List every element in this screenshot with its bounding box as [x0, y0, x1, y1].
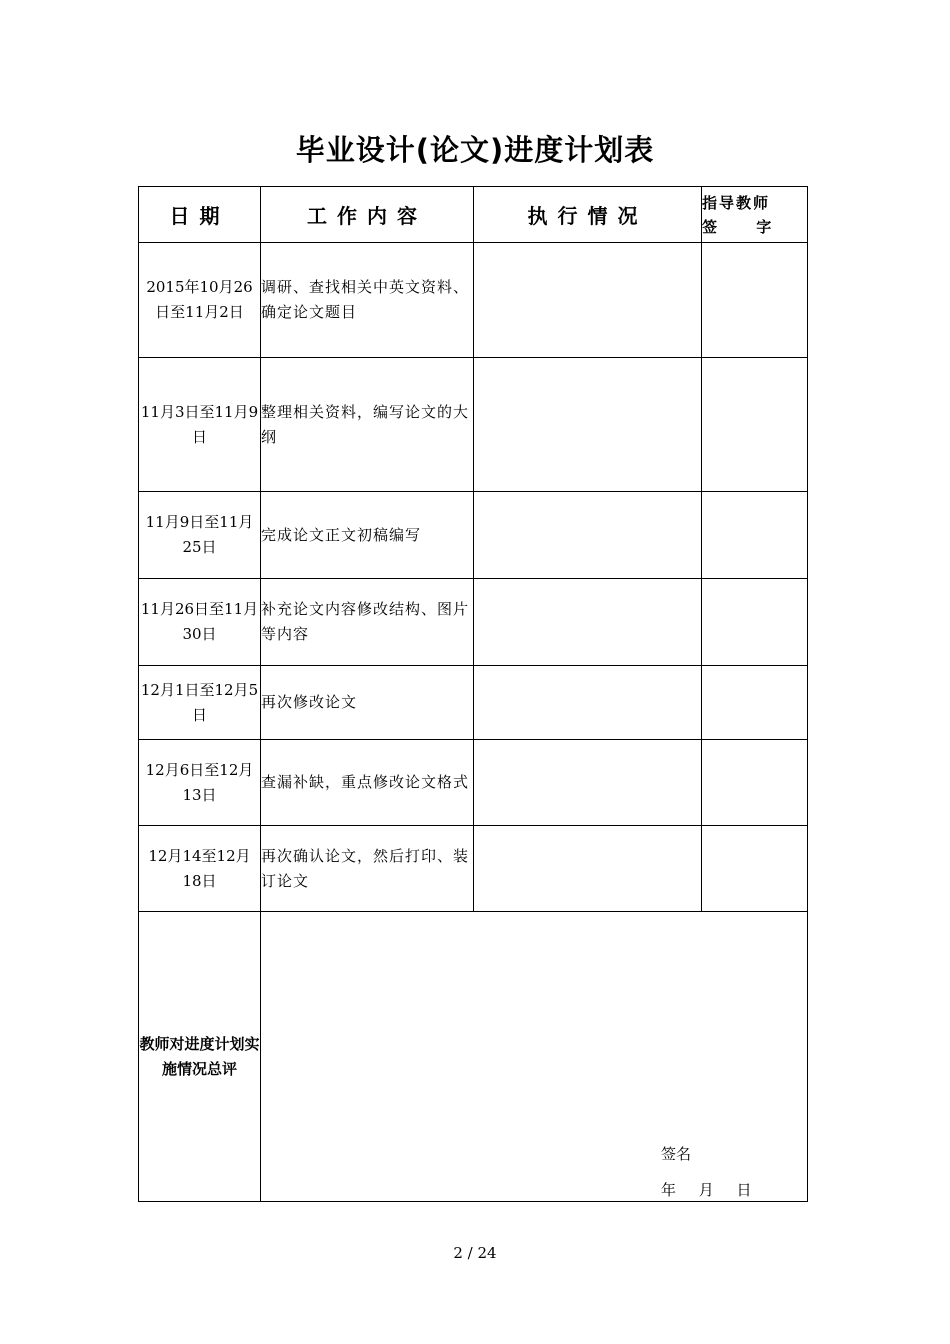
header-date: 日期 — [139, 187, 261, 243]
signature-date-label: 年 月 日 — [661, 1181, 752, 1199]
row-date: 12月6日至12月13日 — [139, 740, 261, 826]
page-title: 毕业设计(论文)进度计划表 — [295, 133, 655, 167]
header-signature — [702, 187, 808, 243]
page-number: 2 / 24 — [453, 1244, 497, 1262]
row-signature-cell[interactable] — [702, 666, 808, 740]
header-status: 执行情况 — [474, 187, 702, 243]
table-row — [139, 243, 808, 358]
header-signature-line2: 签 字 — [702, 217, 774, 236]
row-signature-cell[interactable] — [702, 492, 808, 579]
table-row — [139, 492, 808, 579]
row-status-cell[interactable] — [474, 579, 702, 666]
row-content: 调研、查找相关中英文资料、确定论文题目 — [261, 243, 474, 358]
row-status-cell[interactable] — [474, 666, 702, 740]
row-status-cell[interactable] — [474, 243, 702, 358]
row-signature-cell[interactable] — [702, 358, 808, 492]
row-date: 11月9日至11月25日 — [139, 492, 261, 579]
row-date: 2015年10月26日至11月2日 — [139, 243, 261, 358]
table-row — [139, 579, 808, 666]
table-row — [139, 358, 808, 492]
row-content: 再次修改论文 — [261, 666, 474, 740]
table-row — [139, 666, 808, 740]
row-signature-cell[interactable] — [702, 243, 808, 358]
row-content: 再次确认论文，然后打印、装订论文 — [261, 826, 474, 912]
row-signature-cell[interactable] — [702, 740, 808, 826]
header-content: 工作内容 — [261, 187, 474, 243]
row-content: 完成论文正文初稿编写 — [261, 492, 474, 579]
row-date: 12月14至12月18日 — [139, 826, 261, 912]
table-header-row — [139, 187, 808, 243]
row-signature-cell[interactable] — [702, 826, 808, 912]
row-content: 补充论文内容修改结构、图片等内容 — [261, 579, 474, 666]
summary-label: 教师对进度计划实施情况总评 — [139, 912, 261, 1202]
row-date: 12月1日至12月5日 — [139, 666, 261, 740]
row-date: 11月26日至11月30日 — [139, 579, 261, 666]
signature-label: 签名 — [661, 1145, 692, 1163]
header-signature-line1: 指导教师 — [702, 193, 771, 212]
summary-comment-area[interactable] — [261, 912, 808, 1202]
row-status-cell[interactable] — [474, 358, 702, 492]
progress-plan-table — [138, 186, 808, 1202]
row-status-cell[interactable] — [474, 492, 702, 579]
table-row — [139, 740, 808, 826]
row-status-cell[interactable] — [474, 740, 702, 826]
row-content: 查漏补缺，重点修改论文格式 — [261, 740, 474, 826]
table-row — [139, 826, 808, 912]
row-content: 整理相关资料，编写论文的大纲 — [261, 358, 474, 492]
row-signature-cell[interactable] — [702, 579, 808, 666]
row-status-cell[interactable] — [474, 826, 702, 912]
summary-row — [139, 912, 808, 1202]
row-date: 11月3日至11月9日 — [139, 358, 261, 492]
